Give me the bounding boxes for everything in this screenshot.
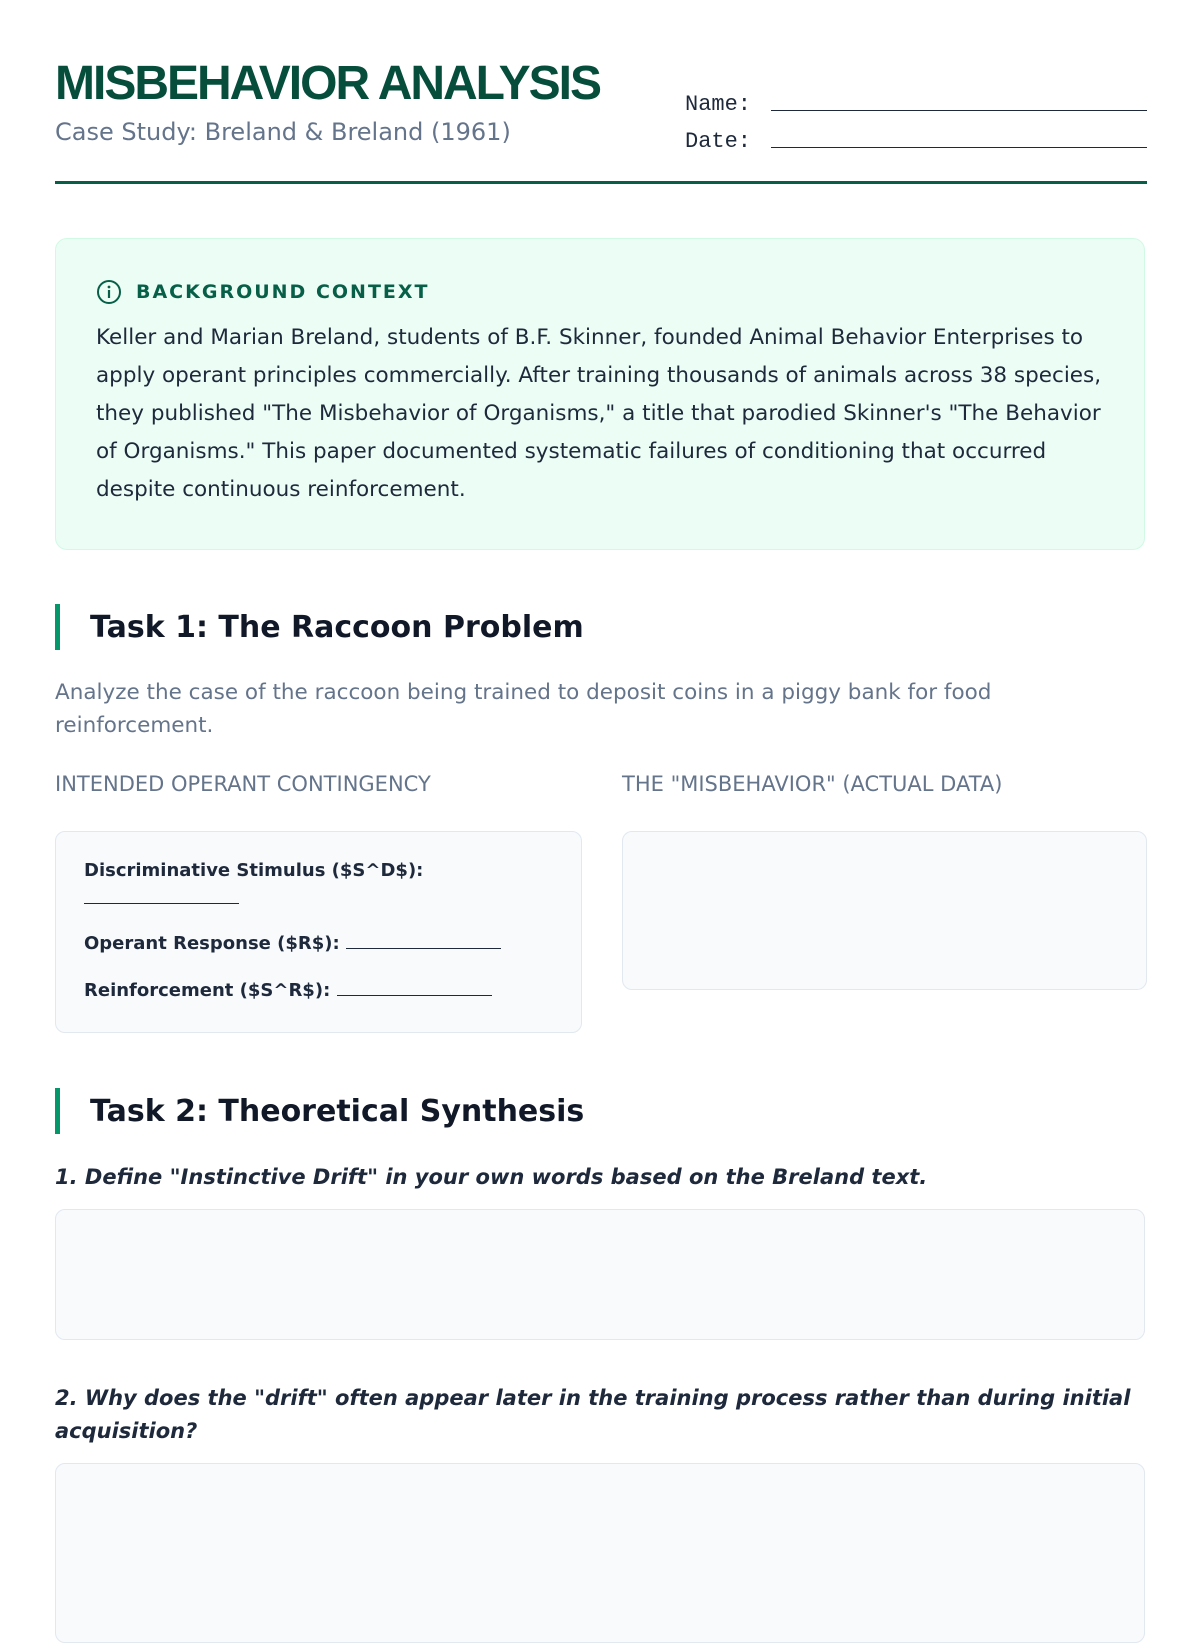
student-info bbox=[685, 80, 1147, 154]
background-context-box bbox=[55, 238, 1145, 550]
operant-response-blank[interactable] bbox=[346, 947, 501, 949]
info-icon bbox=[96, 279, 122, 305]
task1-heading bbox=[55, 604, 584, 650]
operant-response-label: Operant Response ($R$): bbox=[84, 933, 340, 954]
worksheet-header bbox=[55, 0, 1147, 185]
question-1: 1. Define "Instinctive Drift" in your own words based on the Breland text. bbox=[55, 1165, 928, 1189]
header-divider bbox=[55, 181, 1147, 184]
reinforcement-label: Reinforcement ($S^R$): bbox=[84, 980, 331, 1001]
discriminative-stimulus-field bbox=[84, 860, 423, 881]
task1-accent-bar bbox=[55, 604, 60, 650]
discriminative-stimulus-blank[interactable] bbox=[84, 902, 239, 904]
task1-intro: Analyze the case of the raccoon being trained to deposit coins in a piggy bank for food reinforcement. bbox=[55, 680, 992, 738]
misbehavior-heading: THE "MISBEHAVIOR" (ACTUAL DATA) bbox=[622, 772, 1003, 796]
date-row bbox=[685, 117, 1147, 154]
question-2: 2. Why does the "drift" often appear later in the training process rather than during initial acquisition? bbox=[55, 1386, 1131, 1443]
background-context-label: BACKGROUND CONTEXT bbox=[136, 281, 430, 303]
page-subtitle: Case Study: Breland & Breland (1961) bbox=[55, 118, 511, 146]
name-row bbox=[685, 80, 1147, 117]
background-context-heading bbox=[96, 279, 430, 305]
page-title: MISBEHAVIOR ANALYSIS bbox=[55, 57, 600, 110]
name-field[interactable] bbox=[771, 109, 1147, 111]
operant-response-field bbox=[84, 933, 501, 954]
background-context-text: Keller and Marian Breland, students of B.F. Skinner, founded Animal Behavior Enterprises to apply operant principles commercially. After training thousands of animals across 38 species, they published "The Misbehavior of Organisms," a title that parodied Skinner's "The Behavior of Organisms." This paper documented systematic failures of conditioning that occurred despite continuous reinforcement. bbox=[96, 325, 1102, 502]
intended-contingency-panel bbox=[55, 831, 582, 1033]
task1-title: Task 1: The Raccoon Problem bbox=[90, 609, 584, 645]
task2-accent-bar bbox=[55, 1088, 60, 1134]
discriminative-stimulus-label: Discriminative Stimulus ($S^D$): bbox=[84, 860, 424, 881]
reinforcement-blank[interactable] bbox=[337, 994, 492, 996]
worksheet-page bbox=[55, 0, 1147, 1443]
intended-contingency-heading: INTENDED OPERANT CONTINGENCY bbox=[55, 772, 431, 796]
reinforcement-field bbox=[84, 980, 492, 1001]
task2-title: Task 2: Theoretical Synthesis bbox=[90, 1093, 585, 1129]
question-2-answer-box[interactable] bbox=[55, 1463, 1145, 1643]
task2-heading bbox=[55, 1088, 584, 1134]
misbehavior-answer-box[interactable] bbox=[622, 831, 1147, 990]
date-label: Date: bbox=[685, 129, 752, 154]
name-label: Name: bbox=[685, 92, 752, 117]
question-1-answer-box[interactable] bbox=[55, 1209, 1145, 1340]
date-field[interactable] bbox=[771, 146, 1147, 148]
